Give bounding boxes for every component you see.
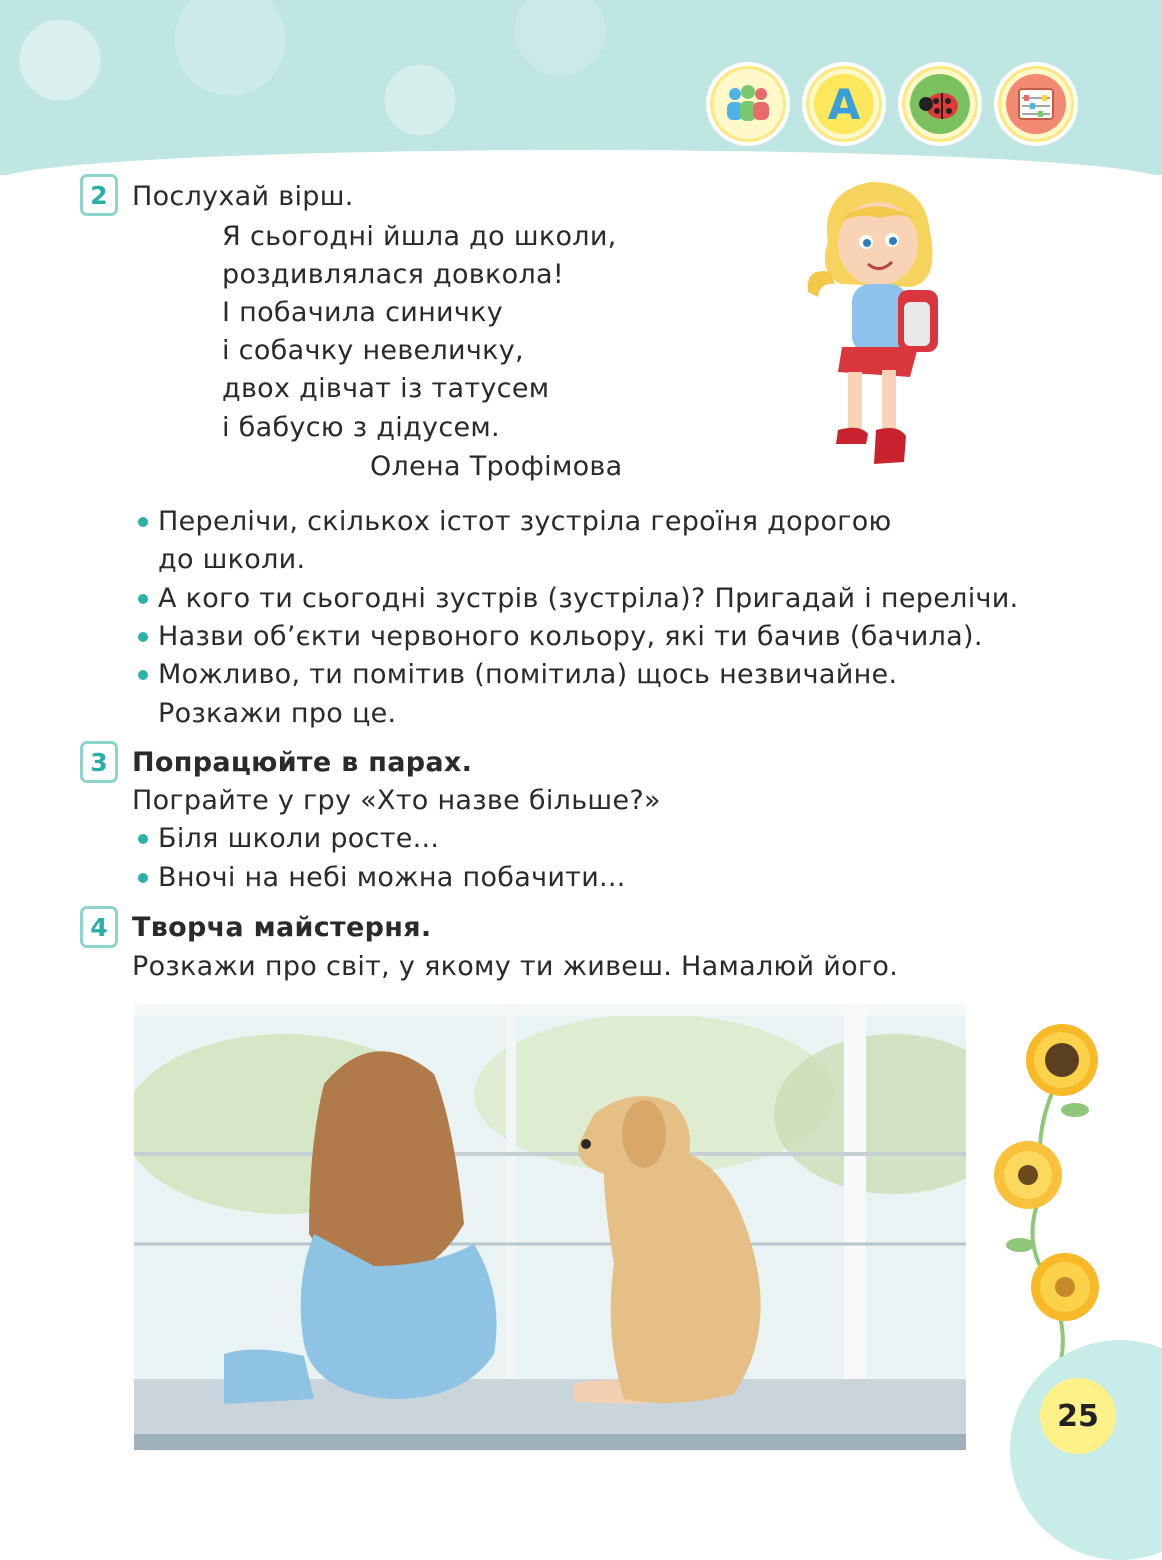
- question-item: Перелічи, скількох істот зустріла героїня дорогою: [158, 503, 892, 541]
- poem-line: роздивлялася довкола!: [222, 259, 564, 290]
- task3-item: Біля школи росте...: [158, 820, 439, 858]
- schoolgirl-illustration: [790, 172, 960, 472]
- abacus-icon: [1006, 74, 1066, 134]
- question-item: А кого ти сьогодні зустрів (зустріла)? Пригадай і перелічи.: [158, 580, 1019, 618]
- task3-item: Вночі на небі можна побачити...: [158, 859, 626, 897]
- group-work-icon: [718, 74, 778, 134]
- task4-instruction: Розкажи про світ, у якому ти живеш. Намалюй його.: [132, 951, 899, 982]
- sunflowers-decoration: [990, 1015, 1110, 1375]
- poem-line: і собачку невеличку,: [222, 335, 524, 366]
- task-number-2: 2: [80, 174, 118, 216]
- question-item-continuation: до школи.: [158, 544, 306, 575]
- header-band: [0, 0, 1162, 175]
- poem-line: Я сьогодні йшла до школи,: [222, 221, 617, 252]
- task3-instruction: Пограйте у гру «Хто назве більше?»: [132, 785, 661, 816]
- nature-badge: [898, 62, 982, 146]
- group-work-badge: [706, 62, 790, 146]
- task-number-4: 4: [80, 906, 118, 948]
- page-number: 25: [1040, 1378, 1116, 1454]
- poem-line: І побачила синичку: [222, 297, 504, 328]
- question-item: Назви об’єкти червоного кольору, які ти бачив (бачила).: [158, 618, 983, 656]
- letter-a-icon: А: [814, 74, 874, 134]
- girl-and-dog-photo: [134, 1004, 966, 1450]
- math-badge: [994, 62, 1078, 146]
- poem-line: і бабусю з дідусем.: [222, 412, 500, 443]
- task-number-3: 3: [80, 741, 118, 783]
- task3-title: Попрацюйте в парах.: [132, 747, 473, 778]
- poem-line: двох дівчат із татусем: [222, 373, 550, 404]
- task4-title: Творча майстерня.: [132, 912, 432, 943]
- task2-instruction: Послухай вірш.: [132, 181, 354, 212]
- letter-badge: [802, 62, 886, 146]
- ladybug-icon: [910, 74, 970, 134]
- poem-author: Олена Трофімова: [370, 451, 623, 482]
- question-item-continuation: Розкажи про це.: [158, 698, 397, 729]
- question-item: Можливо, ти помітив (помітила) щось незвичайне.: [158, 656, 897, 694]
